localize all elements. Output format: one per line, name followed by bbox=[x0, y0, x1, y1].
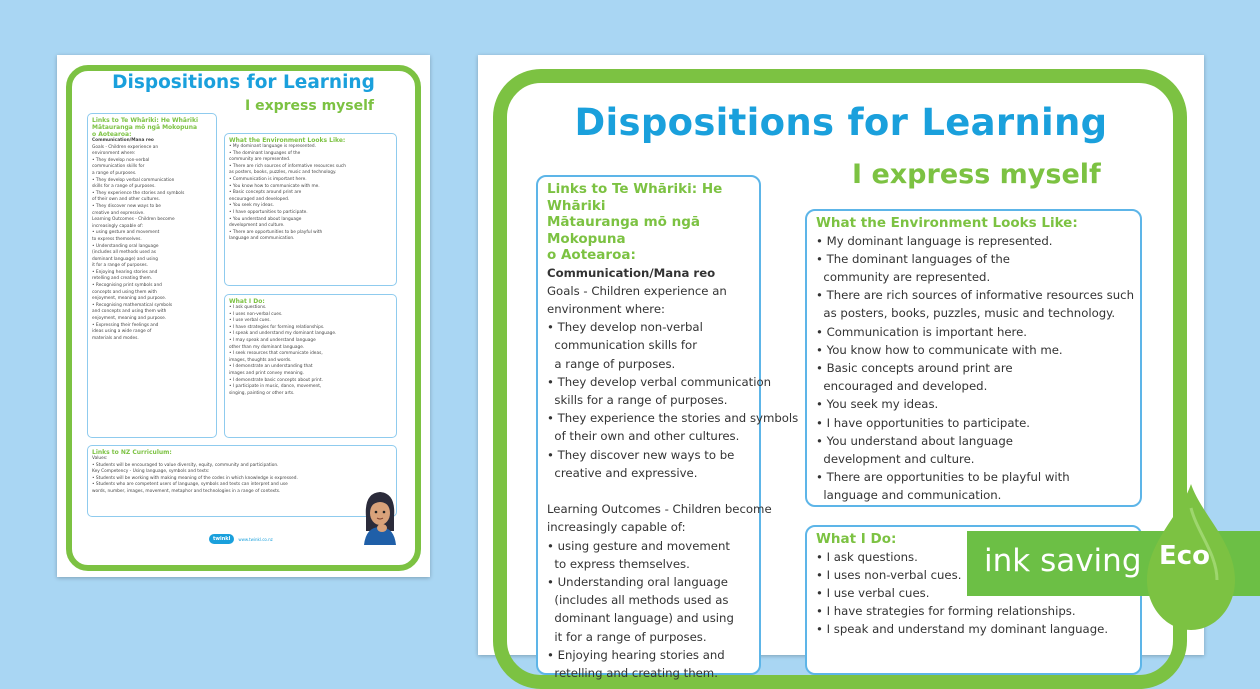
twinkl-logo-badge: twinkl bbox=[209, 534, 234, 544]
thumb-box-line: singing, painting or other arts. bbox=[229, 390, 295, 396]
thumb-box-line: • I demonstrate an understanding that bbox=[229, 364, 313, 370]
thumb-box-heading: o Aotearoa: bbox=[92, 131, 132, 138]
eco-label: Eco bbox=[1159, 541, 1211, 571]
thumb-box-line: encouraged and developed. bbox=[229, 196, 290, 202]
thumb-box-line: enjoyment, meaning and purpose. bbox=[92, 296, 167, 302]
twinkl-logo bbox=[209, 534, 273, 544]
thumb-box-line: Goals - Children experience an bbox=[92, 144, 159, 150]
box-line: • I uses non-verbal cues. bbox=[816, 567, 962, 582]
box-line: Goals - Children experience an bbox=[547, 283, 727, 298]
thumb-box-line: enjoyment, meaning and purpose. bbox=[92, 316, 167, 322]
box-line: • I speak and understand my dominant language. bbox=[816, 622, 1109, 637]
box-line: • They develop verbal communication bbox=[547, 374, 772, 389]
thumb-box-line: dominant language) and using bbox=[92, 256, 158, 262]
page-title: Dispositions for Learning bbox=[574, 101, 1108, 144]
box-heading: What I Do: bbox=[816, 531, 897, 547]
box-line: • using gesture and movement bbox=[547, 538, 730, 553]
links-te-whariki-box bbox=[536, 175, 799, 680]
box-line: of their own and other cultures. bbox=[547, 429, 740, 444]
thumb-box-line: • The dominant languages of the bbox=[229, 150, 301, 156]
thumb-box-line: a range of purposes. bbox=[92, 170, 137, 176]
box-line: skills for a range of purposes. bbox=[547, 392, 728, 407]
thumb-box-heading: What I Do: bbox=[229, 298, 265, 305]
box-line: Communication/Mana reo bbox=[547, 265, 716, 280]
box-line: language and communication. bbox=[816, 488, 1002, 503]
box-line: • I have strategies for forming relationships. bbox=[816, 604, 1076, 619]
thumb-box-line: • I use verbal cues. bbox=[229, 318, 271, 324]
thumb-box-line: • using gesture and movement bbox=[92, 230, 160, 236]
thumb-box-line: • Students who are competent users of language, symbols and texts can interpret and use bbox=[92, 482, 288, 488]
thumb-box-line: retelling and creating them. bbox=[92, 276, 153, 282]
box-line: • Enjoying hearing stories and bbox=[547, 647, 725, 662]
thumbnail-subtitle: I express myself bbox=[245, 98, 375, 114]
thumb-box-line: • I uses non-verbal cues. bbox=[229, 311, 283, 317]
box-line: communication skills for bbox=[547, 338, 698, 353]
thumbnail-environment-box bbox=[224, 133, 397, 286]
thumb-box-line: • I speak and understand my dominant language. bbox=[229, 331, 337, 337]
box-line: • Basic concepts around print are bbox=[816, 360, 1013, 375]
thumb-box-heading: What the Environment Looks Like: bbox=[229, 137, 346, 144]
thumb-box-line: • There are opportunities to be playful with bbox=[229, 229, 323, 235]
box-line: • They discover new ways to be bbox=[547, 447, 735, 462]
thumb-box-line: • I have strategies for forming relationships. bbox=[229, 324, 325, 330]
thumb-box-line: • I demonstrate basic concepts about print. bbox=[229, 377, 323, 383]
box-line: • My dominant language is represented. bbox=[816, 233, 1053, 248]
thumb-box-line: • Expressing their feelings and bbox=[92, 322, 159, 328]
box-line: it for a range of purposes. bbox=[547, 629, 707, 644]
child-avatar-illustration bbox=[360, 487, 400, 545]
thumb-box-line: • My dominant language is represented. bbox=[229, 144, 316, 149]
thumbnail-links-box bbox=[87, 113, 217, 438]
thumb-box-line: concepts and using them with bbox=[92, 289, 157, 295]
thumb-box-line: • There are rich sources of informative resources such bbox=[229, 163, 346, 169]
box-line: community are represented. bbox=[816, 269, 991, 284]
thumb-box-line: Values: bbox=[92, 456, 108, 461]
box-line: Learning Outcomes - Children become bbox=[547, 502, 772, 517]
thumb-box-line: • Recognising mathematical symbols bbox=[92, 302, 173, 308]
box-line: a range of purposes. bbox=[547, 356, 676, 371]
thumb-box-line: • Communication is important here. bbox=[229, 176, 307, 182]
thumb-box-line: • You understand about language bbox=[229, 216, 302, 222]
box-line: • You know how to communicate with me. bbox=[816, 342, 1063, 357]
thumb-box-line: words, number, images, movement, metaphor and technologies in a range of contexts. bbox=[92, 488, 281, 494]
box-heading: Mātauranga mō ngā Mokopuna bbox=[547, 214, 700, 247]
box-line: development and culture. bbox=[816, 451, 975, 466]
box-heading: What the Environment Looks Like: bbox=[816, 215, 1078, 231]
thumb-box-line: • Students will be working with making meaning of the codes in which knowledge is expressed. bbox=[92, 475, 298, 481]
box-line: encouraged and developed. bbox=[816, 379, 988, 394]
thumb-box-line: creative and expressive. bbox=[92, 210, 145, 216]
thumb-box-line: • Students will be encouraged to value diversity, equity, community and participation. bbox=[92, 462, 279, 468]
box-line: • I have opportunities to participate. bbox=[816, 415, 1030, 430]
box-line: • The dominant languages of the bbox=[816, 251, 1010, 266]
thumb-box-heading: Links to Te Whāriki: He Whāriki bbox=[92, 117, 199, 124]
thumb-box-line: • I seek resources that communicate ideas, bbox=[229, 351, 323, 357]
box-line: (includes all methods used as bbox=[547, 593, 729, 608]
thumb-box-line: • I have opportunities to participate. bbox=[229, 209, 308, 215]
thumb-box-line: • They discover new ways to be bbox=[92, 203, 161, 209]
thumb-box-heading: Links to NZ Curriculum: bbox=[92, 449, 172, 456]
ink-saving-text: ink saving bbox=[984, 543, 1142, 579]
box-line bbox=[547, 482, 750, 500]
thumb-box-line: it for a range of purposes. bbox=[92, 263, 148, 269]
thumb-box-line: images and print convey meaning. bbox=[229, 370, 304, 376]
box-line: environment where: bbox=[547, 301, 665, 316]
page-subtitle: I express myself bbox=[852, 159, 1101, 190]
thumb-box-line: language and communication. bbox=[229, 236, 295, 242]
thumb-box-line: community are represented. bbox=[229, 157, 291, 163]
thumb-box-line: • You seek my ideas. bbox=[229, 203, 274, 209]
box-line: dominant language) and using bbox=[547, 611, 734, 626]
twinkl-logo-url: www.twinkl.co.nz bbox=[238, 536, 273, 542]
box-line: • Communication is important here. bbox=[816, 324, 1028, 339]
thumb-box-line: (includes all methods used as bbox=[92, 250, 157, 256]
box-line: • They develop non-verbal bbox=[547, 320, 703, 335]
thumb-box-line: increasingly capable of: bbox=[92, 223, 143, 229]
thumb-box-line: • I may speak and understand language bbox=[229, 337, 316, 343]
thumb-box-line: • I participate in music, dance, movement, bbox=[229, 384, 322, 390]
thumb-box-line: Key Competency - Using language, symbols and texts: bbox=[92, 469, 210, 475]
box-line: • There are rich sources of informative resources such bbox=[816, 288, 1135, 303]
box-line: • You seek my ideas. bbox=[816, 397, 939, 412]
thumbnail-title: Dispositions for Learning bbox=[112, 72, 375, 93]
environment-looks-like-box bbox=[805, 209, 1142, 507]
thumb-box-line: and concepts and using them with bbox=[92, 309, 167, 315]
thumb-box-line: communication skills for bbox=[92, 164, 145, 170]
thumb-box-line: • Enjoying hearing stories and bbox=[92, 269, 158, 275]
box-line: • You understand about language bbox=[816, 433, 1013, 448]
box-line: to express themselves. bbox=[547, 556, 690, 571]
box-line: increasingly capable of: bbox=[547, 520, 686, 535]
box-line: • There are opportunities to be playful with bbox=[816, 470, 1070, 485]
thumb-box-line: as posters, books, puzzles, music and technology. bbox=[229, 170, 337, 176]
thumb-box-line: • They experience the stories and symbols bbox=[92, 190, 185, 196]
box-line: retelling and creating them. bbox=[547, 665, 718, 680]
thumb-box-line: ideas using a wide range of bbox=[92, 329, 152, 335]
box-heading: o Aotearoa: bbox=[547, 247, 636, 263]
thumb-box-line: Learning Outcomes - Children become bbox=[92, 217, 175, 223]
box-line: as posters, books, puzzles, music and technology. bbox=[816, 306, 1116, 321]
thumb-box-line: • Understanding oral language bbox=[92, 243, 159, 249]
thumbnail-page-preview[interactable] bbox=[57, 55, 430, 577]
thumb-box-line: • Recognising print symbols and bbox=[92, 283, 162, 289]
box-line: • I use verbal cues. bbox=[816, 585, 930, 600]
box-heading: Links to Te Whāriki: He Whāriki bbox=[547, 181, 723, 214]
box-line: • I ask questions. bbox=[816, 549, 918, 564]
box-line: • They experience the stories and symbols bbox=[547, 411, 799, 426]
thumbnail-what-i-do-box bbox=[224, 294, 397, 438]
thumb-box-line: • They develop verbal communication bbox=[92, 177, 175, 183]
thumb-box-line: • They develop non-verbal bbox=[92, 157, 150, 163]
thumb-box-line: other than my dominant language. bbox=[229, 344, 305, 350]
thumb-box-line: to express themselves. bbox=[92, 236, 142, 242]
thumb-box-line: materials and modes. bbox=[92, 335, 139, 341]
box-line: creative and expressive. bbox=[547, 465, 698, 480]
thumbnail-curriculum-box bbox=[87, 445, 397, 517]
thumb-box-line: skills for a range of purposes. bbox=[92, 184, 156, 190]
thumb-box-line: Communication/Mana reo bbox=[92, 138, 154, 143]
thumb-box-line: images, thoughts and words. bbox=[229, 357, 292, 363]
thumb-box-line: environment where: bbox=[92, 151, 136, 157]
thumb-box-line: development and culture. bbox=[229, 223, 285, 229]
box-line: • Understanding oral language bbox=[547, 574, 728, 589]
thumb-box-line: • Basic concepts around print are bbox=[229, 190, 302, 196]
thumb-box-line: • I ask questions. bbox=[229, 305, 267, 310]
thumb-box-heading: Mātauranga mō ngā Mokopuna bbox=[92, 124, 198, 131]
thumb-box-line: of their own and other cultures. bbox=[92, 197, 160, 203]
thumb-box-line: • You know how to communicate with me. bbox=[229, 183, 320, 189]
